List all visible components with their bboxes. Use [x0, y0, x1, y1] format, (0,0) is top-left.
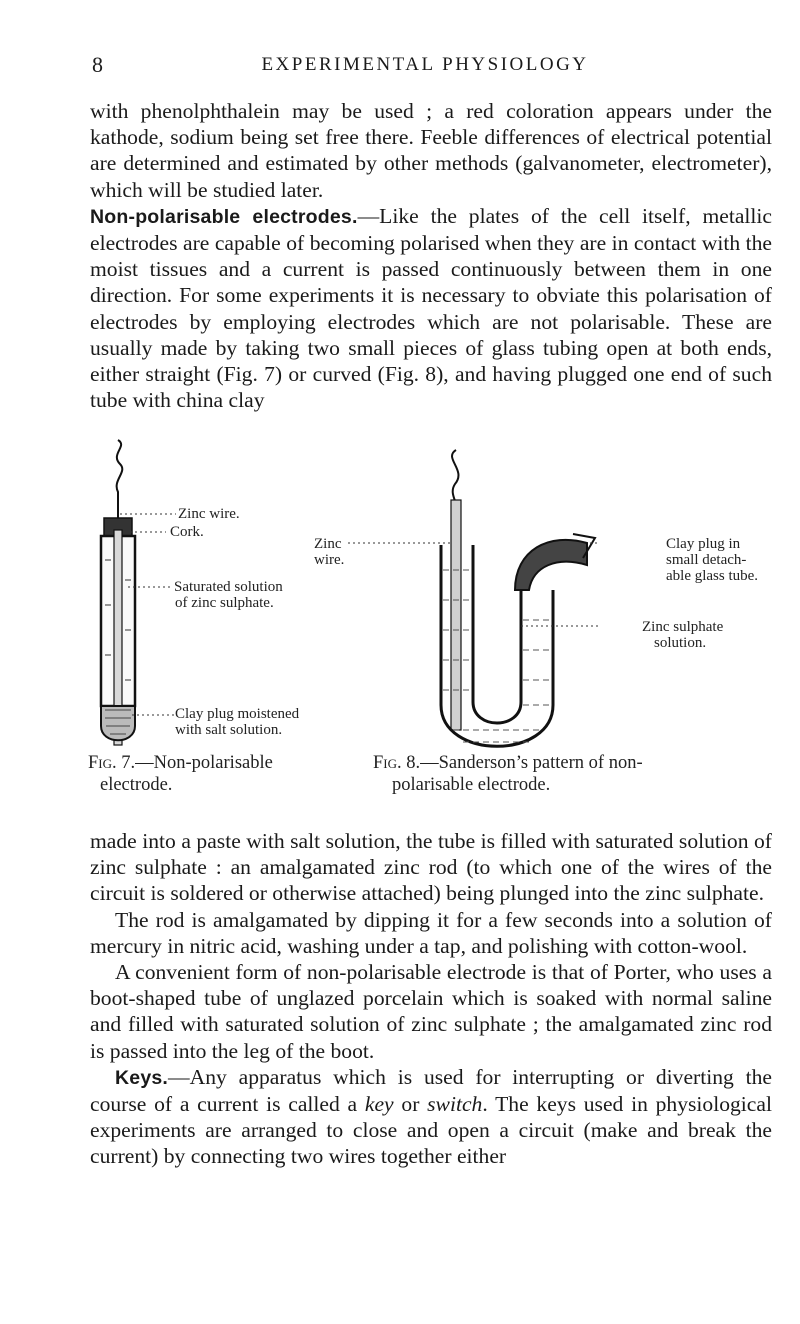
- fig7-label-saturated-line2: of zinc sulphate.: [175, 595, 274, 611]
- bottom-text-block: [90, 828, 772, 1170]
- figure-7-caption-text-2: electrode.: [100, 775, 173, 795]
- figure-7-leader-lines: [118, 440, 178, 740]
- paragraph-made-into-paste: made into a paste with salt solution, the tube is filled with saturated solution of zinc sulphate : an amalgamated zinc rod (to which one of the wires of the circuit is soldered or otherwise attached) being plunged into the zinc sulphate.: [90, 829, 772, 906]
- fig8-label-sulphate-line1: Zinc sulphate: [642, 619, 724, 635]
- paragraph-non-polarisable-body: —Like the plates of the cell itself, metallic electrodes are capable of becoming polarised when they are in contact with the moist tissues and a current is passed continuously between them in one direction. For some experiments it is necessary to obviate this polarisation of electrodes by employing electrodes which are not polarisable. These are usually made by taking two small pieces of glass tubing open at both ends, either straight (Fig. 7) or curved (Fig. 8), and having plugged one end of such tube with china clay: [90, 203, 772, 413]
- figure-8-drawing: [343, 440, 593, 760]
- paragraph-keys-body-1: —Any apparatus which is used for interrupting or diverting the course of a current is called a: [90, 1064, 772, 1117]
- figure-7-caption-text-1: —Non-polarisable: [135, 753, 273, 773]
- paragraph-keys-body-2: or: [393, 1092, 428, 1117]
- page-number: 8: [92, 52, 104, 77]
- fig7-label-clay-line2: with salt solution.: [175, 722, 283, 738]
- fig7-label-clay-line1: Clay plug moistened: [175, 706, 300, 722]
- fig7-label-cork: Cork.: [170, 524, 204, 540]
- section-heading-keys: Keys.: [115, 1066, 169, 1089]
- paragraph-phenolphthalein: with phenolphthalein may be used ; a red coloration appears under the kathode, sodium being set free there. Feeble differences of electrical potential are determined and estimated by other methods (galvanometer, electrometer), which will be studied later.: [90, 99, 772, 202]
- paragraph-keys: [90, 1064, 772, 1170]
- figure-8-caption-text-2: polarisable electrode.: [392, 775, 551, 795]
- paragraph-non-polarisable: [90, 203, 772, 414]
- top-text-block: [90, 98, 772, 413]
- figure-7-caption-label: Fig. 7.: [88, 753, 136, 773]
- figure-8-caption: [373, 752, 773, 796]
- fig8-label-zinc-line2: wire.: [314, 552, 345, 568]
- fig8-label-sulphate-line2: solution.: [654, 635, 707, 651]
- fig8-label-clay-line3: able glass tube.: [666, 568, 759, 584]
- figures-region: [88, 440, 778, 815]
- figure-8-caption-label: Fig. 8.: [373, 753, 421, 773]
- fig8-label-zinc-line1: Zinc: [314, 536, 342, 552]
- fig7-label-zinc-wire: Zinc wire.: [178, 506, 240, 522]
- figure-8-caption-text-1: —Sanderson’s pattern of non-: [420, 753, 643, 773]
- paragraph-porter-electrode: A convenient form of non-polarisable electrode is that of Porter, who uses a boot-shaped tube of unglazed porcelain which is soaked with normal saline and filled with saturated solution of zinc sulphate ; the amalgamated zinc rod is passed into the leg of the boot.: [90, 960, 772, 1063]
- term-switch: switch: [427, 1092, 483, 1117]
- fig8-label-clay-line2: small detach-: [666, 552, 747, 568]
- page-header: [40, 52, 770, 82]
- paragraph-amalgamated-rod: The rod is amalgamated by dipping it for a few seconds into a solution of mercury in nitric acid, washing under a tap, and polishing with cotton-wool.: [90, 907, 772, 958]
- fig7-label-saturated-line1: Saturated solution: [174, 579, 283, 595]
- fig8-label-clay-line1: Clay plug in: [666, 536, 741, 552]
- term-key: key: [364, 1092, 394, 1117]
- figure-7-caption: [88, 752, 318, 796]
- running-title: EXPERIMENTAL PHYSIOLOGY: [261, 54, 589, 75]
- section-heading-non-polarisable: Non-polarisable electrodes.: [90, 205, 358, 228]
- paragraph-keys-body-3: . The keys used in physiological experiments are arranged to close and open a circuit (make and break the current) by connecting two wires together either: [90, 1092, 772, 1169]
